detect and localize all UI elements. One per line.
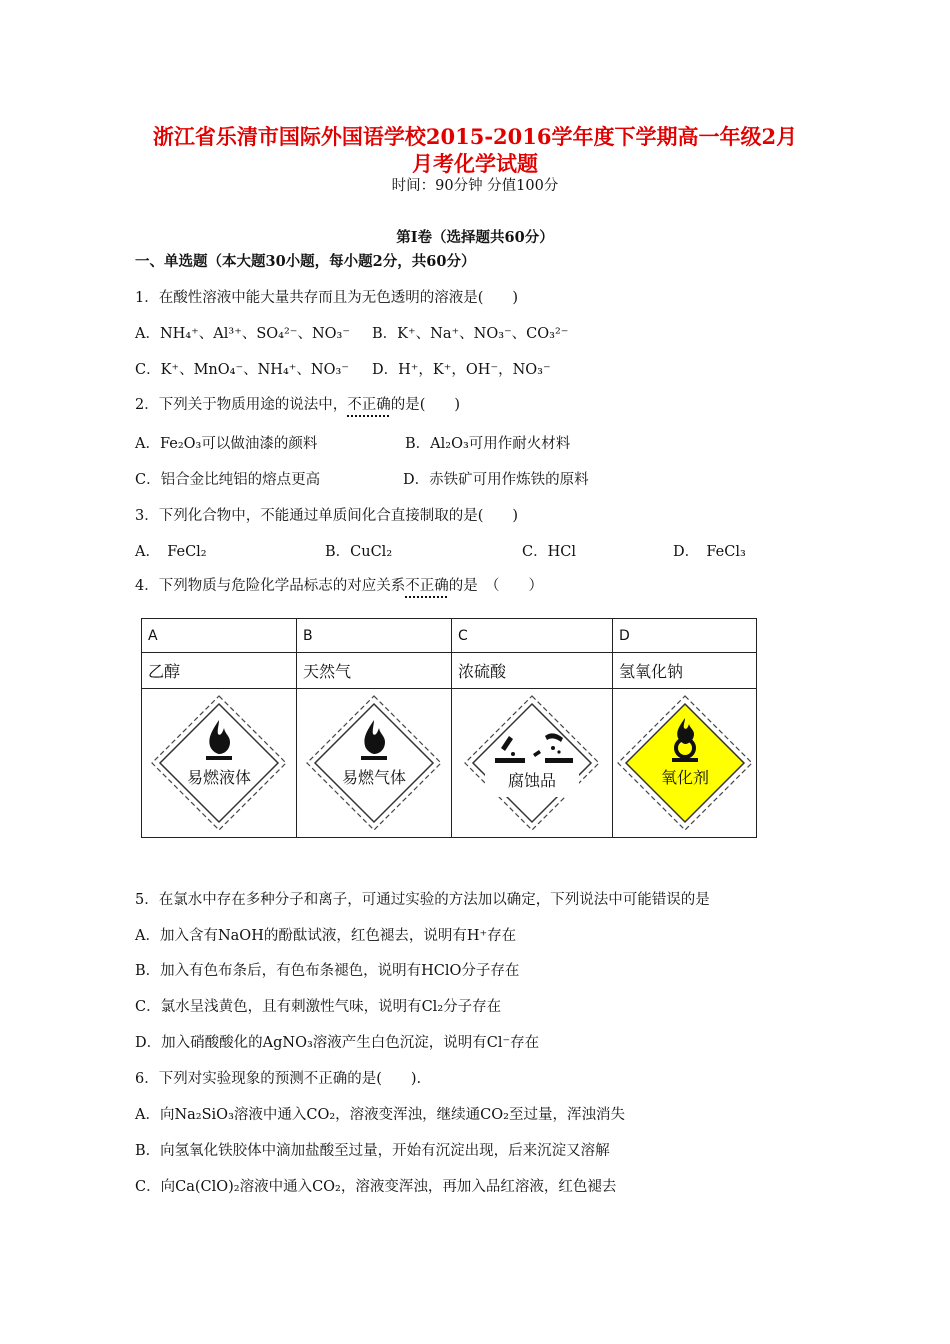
sign-label-b: 易燃气体	[341, 768, 407, 787]
q6-stem: 6．下列对实验现象的预测不正确的是( ).	[135, 1071, 422, 1087]
q2-option-a: A．Fe₂O₃可以做油漆的颜料	[135, 436, 318, 452]
sign-cell-a	[142, 689, 297, 838]
cell-letter-b: B	[297, 619, 452, 653]
q4-stem-emphasis: 不正确	[405, 578, 449, 594]
q5-option-c: C．氯水呈浅黄色，且有刺激性气味，说明有Cl₂分子存在	[135, 999, 502, 1015]
section-heading: 一、单选题（本大题30小题，每小题2分，共60分）	[135, 253, 476, 270]
volume-heading: 第Ⅰ卷（选择题共60分）	[396, 229, 554, 246]
q4-stem	[135, 576, 543, 596]
q2-option-d: D．赤铁矿可用作炼铁的原料	[403, 472, 589, 488]
sign-cell-b	[297, 689, 452, 838]
hazard-table	[141, 618, 757, 838]
q3-option-a: A． FeCl₂	[135, 544, 207, 560]
q5-option-a: A．加入含有NaOH的酚酞试液，红色褪去，说明有H⁺存在	[135, 928, 517, 944]
oxidizer-sign	[614, 692, 756, 834]
q1-option-b: B．K⁺、Na⁺、NO₃⁻、CO₃²⁻	[372, 326, 569, 342]
sign-label-a: 易燃液体	[186, 768, 252, 787]
q5-option-d: D．加入硝酸酸化的AgNO₃溶液产生白色沉淀，说明有Cl⁻存在	[135, 1035, 540, 1051]
cell-substance-b: 天然气	[297, 653, 452, 689]
exam-title-line1: 浙江省乐清市国际外国语学校2015-2016学年度下学期高一年级2月	[152, 124, 798, 149]
q3-stem: 3．下列化合物中，不能通过单质间化合直接制取的是( )	[135, 508, 519, 524]
cell-letter-c: C	[452, 619, 613, 653]
q2-option-b: B．Al₂O₃可用作耐火材料	[405, 436, 571, 452]
corrosive-sign	[461, 692, 603, 834]
exam-meta: 时间：90分钟 分值100分	[391, 178, 559, 194]
q2-stem	[135, 395, 460, 415]
cell-letter-a: A	[142, 619, 297, 653]
q4-stem-pre: 4．下列物质与危险化学品标志的对应关系	[135, 578, 406, 594]
q3-option-d: D． FeCl₃	[673, 544, 746, 560]
cell-substance-a: 乙醇	[142, 653, 297, 689]
cell-substance-d: 氢氧化钠	[613, 653, 757, 689]
flammable-gas-sign	[303, 692, 445, 834]
sign-cell-c	[452, 689, 613, 838]
exam-title-line2: 月考化学试题	[412, 151, 538, 176]
q1-option-d: D．H⁺，K⁺，OH⁻，NO₃⁻	[372, 362, 551, 378]
q3-option-b: B．CuCl₂	[325, 544, 393, 560]
q5-stem: 5．在氯水中存在多种分子和离子，可通过实验的方法加以确定，下列说法中可能错误的是	[135, 892, 710, 908]
flammable-liquid-sign	[148, 692, 290, 834]
q4-stem-post: 的是 （ ）	[448, 578, 543, 594]
q2-stem-post: 的是( )	[390, 397, 461, 413]
q6-option-b: B．向氢氧化铁胶体中滴加盐酸至过量，开始有沉淀出现，后来沉淀又溶解	[135, 1143, 610, 1159]
cell-letter-d: D	[613, 619, 757, 653]
q1-option-c: C．K⁺、MnO₄⁻、NH₄⁺、NO₃⁻	[135, 362, 349, 378]
q2-stem-emphasis: 不正确	[347, 397, 391, 413]
q2-stem-pre: 2．下列关于物质用途的说法中，	[135, 397, 348, 413]
q3-option-c: C．HCl	[522, 544, 576, 560]
q6-option-c: C．向Ca(ClO)₂溶液中通入CO₂，溶液变浑浊，再加入品红溶液，红色褪去	[135, 1179, 617, 1195]
q2-option-c: C．铝合金比纯铝的熔点更高	[135, 472, 321, 488]
q1-option-a: A．NH₄⁺、Al³⁺、SO₄²⁻、NO₃⁻	[135, 326, 350, 342]
q6-option-a: A．向Na₂SiO₃溶液中通入CO₂，溶液变浑浊，继续通CO₂至过量，浑浊消失	[135, 1107, 625, 1123]
sign-label-c: 腐蚀品	[507, 771, 557, 790]
cell-substance-c: 浓硫酸	[452, 653, 613, 689]
q5-option-b: B．加入有色布条后，有色布条褪色，说明有HClO分子存在	[135, 963, 520, 979]
sign-label-d: 氧化剂	[660, 768, 709, 787]
sign-cell-d	[613, 689, 757, 838]
q1-stem: 1．在酸性溶液中能大量共存而且为无色透明的溶液是( )	[135, 290, 519, 306]
